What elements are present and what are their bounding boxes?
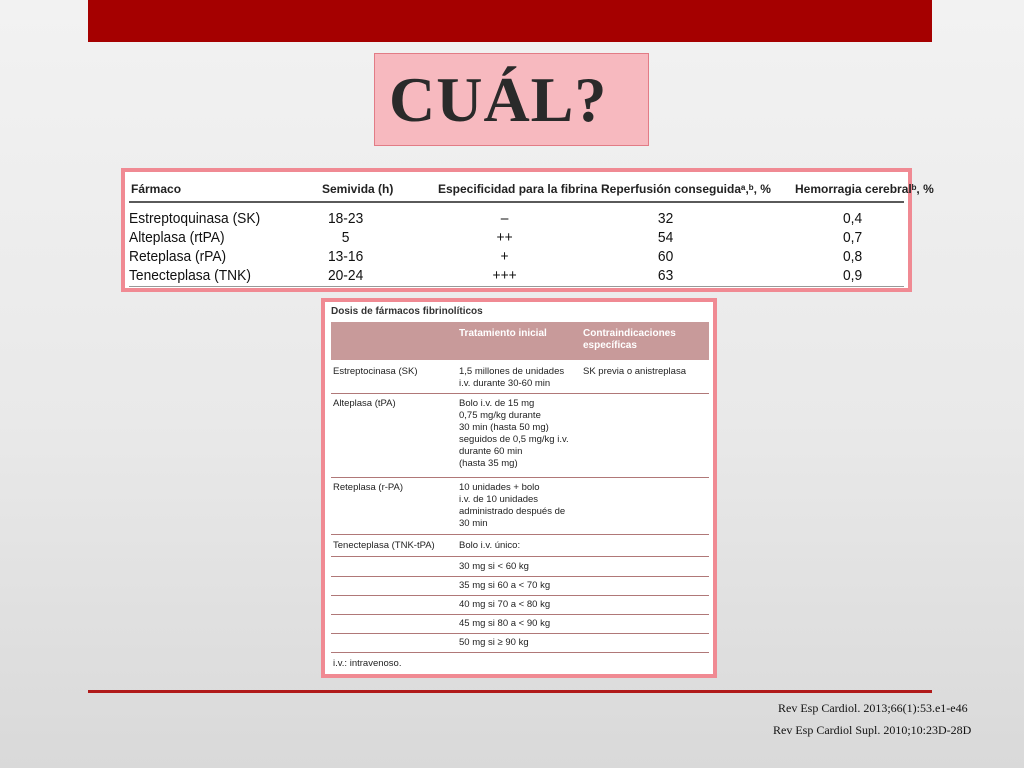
dose-drug-cell: Estreptocinasa (SK) [333,366,418,377]
row-divider [331,633,709,634]
dose-treatment-cell: 10 unidades + bolo i.v. de 10 unidades administrado después de 30 min [459,482,566,529]
header-hemorrhage: Hemorragia cerebralᵇ, % [795,182,934,196]
table-bottom-rule [129,286,904,287]
comparison-table [121,168,934,292]
header-treatment: Tratamiento inicial [459,328,547,339]
halflife-cell: 20-24 [327,267,364,284]
tnk-dose-item: 50 mg si ≥ 90 kg [459,637,529,648]
row-divider [331,534,709,535]
dose-drug-cell: Reteplasa (r-PA) [333,482,404,493]
reperfusion-cell: 54 [657,229,674,246]
drug-cell: Reteplasa (rPA) [129,248,227,265]
reference-2: Rev Esp Cardiol Supl. 2010;10:23D-28D [773,723,972,737]
dosing-header-band [331,322,709,360]
header-contraindications: Contraindicaciones específicas [583,328,676,351]
table-row [125,267,908,286]
header-specificity: Especificidad para la fibrina [438,182,598,196]
reperfusion-cell: 32 [657,210,674,227]
dosing-table [321,298,717,678]
row-divider [331,576,709,577]
row-divider [331,477,709,478]
hemorrhage-cell: 0,8 [842,248,863,265]
tnk-dose-item: 35 mg si 60 a < 70 kg [459,580,551,591]
table-row [125,210,908,229]
halflife-cell: 18-23 [327,210,364,227]
row-divider [331,652,709,653]
dosing-table-title: Dosis de fármacos fibrinolíticos [331,306,483,317]
dosing-footnote: i.v.: intravenoso. [333,658,402,669]
drug-cell: Tenecteplasa (TNK) [129,267,251,284]
drug-cell: Estreptoquinasa (SK) [129,210,261,227]
dose-drug-cell: Tenecteplasa (TNK-tPA) [333,540,435,551]
reference-1: Rev Esp Cardiol. 2013;66(1):53.e1-e46 [778,701,968,715]
header-reperfusion: Reperfusión conseguidaᵃ,ᵇ, % [601,182,771,196]
reperfusion-cell: 63 [657,267,674,284]
table-row [125,229,908,248]
row-divider [331,614,709,615]
dose-treatment-cell: Bolo i.v. de 15 mg 0,75 mg/kg durante 30 min (hasta 50 mg) seguidos de 0,5 mg/kg i.v. durante 60 min (hasta 35 mg) [459,398,569,469]
specificity-cell: – [500,210,509,227]
specificity-cell: + [500,248,509,265]
hemorrhage-cell: 0,4 [842,210,863,227]
row-divider [331,595,709,596]
tnk-dose-item: 40 mg si 70 a < 80 kg [459,599,551,610]
specificity-cell: +++ [492,267,517,284]
header-halflife: Semivida (h) [322,182,394,196]
hemorrhage-cell: 0,7 [842,229,863,246]
halflife-cell: 5 [341,229,350,246]
bottom-divider [88,690,932,693]
header-drug: Fármaco [131,182,182,196]
tnk-dose-item: 30 mg si < 60 kg [459,561,529,572]
header-divider [129,201,904,203]
tnk-dose-item: 45 mg si 80 a < 90 kg [459,618,551,629]
halflife-cell: 13-16 [327,248,364,265]
dose-contra-cell: SK previa o anistreplasa [583,366,686,377]
dose-drug-cell: Alteplasa (tPA) [333,398,396,409]
title-box [374,53,649,146]
dose-treatment-cell: 1,5 millones de unidades i.v. durante 30-60 min [459,366,565,389]
dose-treatment-cell: Bolo i.v. único: [459,540,521,551]
slide-title: CUÁL? [389,64,608,135]
top-accent-bar [88,0,932,42]
drug-cell: Alteplasa (rtPA) [129,229,225,246]
row-divider [331,556,709,557]
row-divider [331,393,709,394]
reperfusion-cell: 60 [657,248,674,265]
specificity-cell: ++ [496,229,513,246]
table-row [125,248,908,267]
hemorrhage-cell: 0,9 [842,267,863,284]
